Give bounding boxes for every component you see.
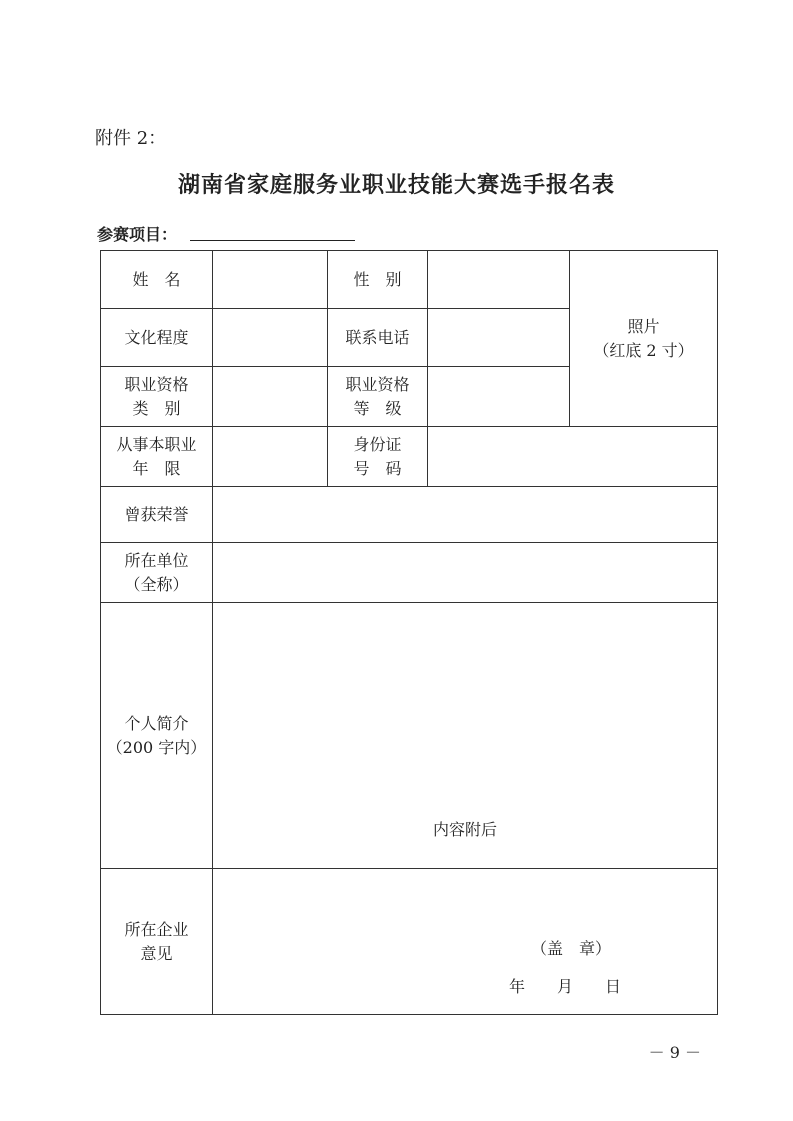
photo-label: 照片 — [627, 316, 660, 336]
gender-field[interactable] — [428, 251, 570, 309]
intro-label — [101, 603, 213, 869]
intro-field[interactable] — [213, 603, 718, 869]
opinion-field[interactable] — [213, 869, 718, 1015]
qualification-type-field[interactable] — [213, 367, 328, 427]
phone-label: 联系电话 — [328, 309, 428, 367]
gender-label: 性 别 — [328, 251, 428, 309]
photo-box[interactable] — [570, 251, 718, 427]
honors-label: 曾获荣誉 — [101, 487, 213, 543]
honors-field[interactable] — [213, 487, 718, 543]
opinion-line1: 所在企业 — [124, 919, 189, 939]
qualification-level-line2: 等 级 — [353, 398, 402, 418]
years-label — [101, 427, 213, 487]
qualification-level-field[interactable] — [428, 367, 570, 427]
unit-line1: 所在单位 — [124, 550, 189, 570]
project-input-line[interactable] — [190, 240, 355, 241]
qualification-type-line2: 类 别 — [132, 398, 181, 418]
attachment-label: 附件 2： — [95, 128, 167, 149]
years-line2: 年 限 — [132, 458, 181, 478]
date-label: 年 月 日 — [509, 977, 622, 996]
name-field[interactable] — [213, 251, 328, 309]
unit-line2: （全称） — [124, 574, 189, 594]
opinion-label — [101, 869, 213, 1015]
years-field[interactable] — [213, 427, 328, 487]
photo-size-note: （红底 2 寸） — [593, 340, 694, 360]
qualification-level-label — [328, 367, 428, 427]
intro-line1: 个人简介 — [124, 713, 189, 733]
project-label: 参赛项目： — [97, 225, 178, 244]
id-number-line2: 号 码 — [353, 458, 402, 478]
unit-label — [101, 543, 213, 603]
years-line1: 从事本职业 — [116, 434, 197, 454]
page-number: － 9 － — [648, 1043, 701, 1062]
registration-table — [100, 250, 718, 1015]
id-number-field[interactable] — [428, 427, 718, 487]
education-label: 文化程度 — [101, 309, 213, 367]
education-field[interactable] — [213, 309, 328, 367]
id-number-line1: 身份证 — [353, 434, 402, 454]
opinion-line2: 意见 — [140, 943, 173, 963]
qualification-type-line1: 职业资格 — [124, 374, 189, 394]
form-title: 湖南省家庭服务业职业技能大赛选手报名表 — [177, 172, 615, 198]
qualification-level-line1: 职业资格 — [345, 374, 410, 394]
qualification-type-label — [101, 367, 213, 427]
phone-field[interactable] — [428, 309, 570, 367]
intro-note: 内容附后 — [432, 820, 497, 839]
name-label: 姓 名 — [101, 251, 213, 309]
seal-label: （盖 章） — [531, 939, 612, 958]
unit-field[interactable] — [213, 543, 718, 603]
id-number-label — [328, 427, 428, 487]
intro-line2: （200 字内） — [106, 737, 207, 757]
